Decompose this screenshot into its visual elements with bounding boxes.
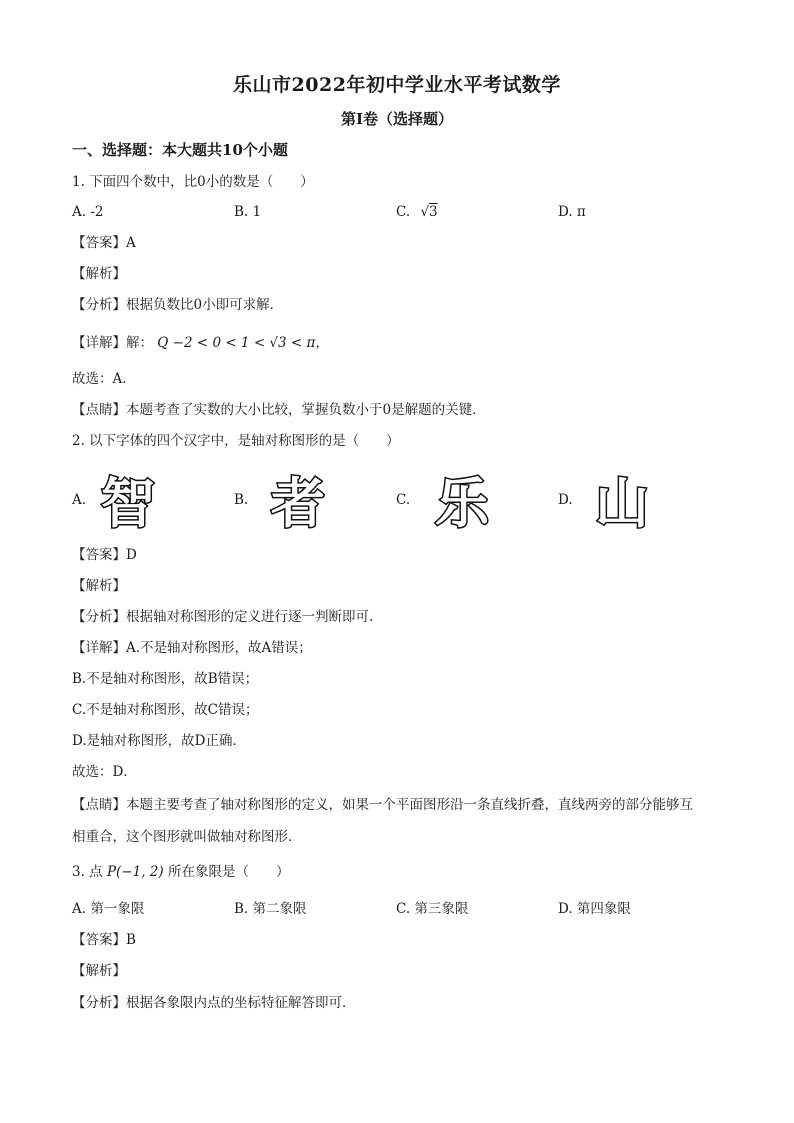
q1-dianjing: 【点睛】本题考查了实数的大小比较，掌握负数小于0是解题的关键． xyxy=(72,402,486,418)
page-subtitle: 第I卷（选择题） xyxy=(340,110,454,128)
q1-xiangjie-prefix: 【详解】解： xyxy=(72,335,153,351)
q3-option-d: D. 第四象限 xyxy=(558,901,631,917)
q1-xiangjie-math: Q −2 < 0 < 1 < √3 < π， xyxy=(157,335,329,351)
q2-line-c: C.不是轴对称图形，故C错误； xyxy=(72,702,259,718)
sqrt3-expression: √3 xyxy=(420,204,438,220)
q2-option-b-char xyxy=(266,468,330,532)
q1-option-b: B. 1 xyxy=(234,204,262,220)
q2-guxuan: 故选：D． xyxy=(72,764,137,780)
q2-option-d-label: D. xyxy=(558,492,573,508)
q2-line-d: D.是轴对称图形，故D正确． xyxy=(72,733,246,749)
q3-stem xyxy=(72,862,289,882)
q1-xiangjie xyxy=(72,333,329,353)
q3-option-c: C. 第三象限 xyxy=(396,901,469,917)
q2-stem: 2. 以下字体的四个汉字中，是轴对称图形的是（ ） xyxy=(72,433,400,449)
q1-option-a: A. -2 xyxy=(72,204,104,220)
q1-guxuan: 故选：A． xyxy=(72,371,136,387)
q3-point: P(−1, 2) xyxy=(106,864,164,880)
q2-jiexi: 【解析】 xyxy=(72,578,126,594)
q2-option-a-label: A. xyxy=(72,492,87,508)
q1-answer: 【答案】A xyxy=(72,235,136,251)
q3-fenxi: 【分析】根据各象限内点的坐标特征解答即可． xyxy=(72,995,356,1011)
q1-option-c-label: C. xyxy=(396,204,411,220)
q2-line-b: B.不是轴对称图形，故B错误； xyxy=(72,671,259,687)
q3-option-a: A. 第一象限 xyxy=(72,901,145,917)
q3-stem-prefix: 3. 点 xyxy=(72,864,103,880)
char-le: 乐 xyxy=(435,472,489,532)
q3-option-b: B. 第二象限 xyxy=(234,901,307,917)
q2-option-a-char xyxy=(96,468,160,532)
char-zhi: 智 xyxy=(101,472,155,532)
q1-jiexi: 【解析】 xyxy=(72,266,126,282)
q3-jiexi: 【解析】 xyxy=(72,963,126,979)
q2-dianjing-2: 相重合，这个图形就叫做轴对称图形． xyxy=(72,829,302,845)
section-heading: 一、选择题：本大题共10个小题 xyxy=(72,141,288,159)
q2-option-c-char xyxy=(430,468,494,532)
page-title: 乐山市2022年初中学业水平考试数学 xyxy=(233,74,561,96)
char-zhe: 者 xyxy=(271,472,325,532)
char-shan: 山 xyxy=(595,472,649,532)
q1-option-d: D. π xyxy=(558,204,586,220)
q2-option-b-label: B. xyxy=(234,492,249,508)
q2-xiangjie: 【详解】A.不是轴对称图形，故A错误； xyxy=(72,640,312,656)
q3-answer: 【答案】B xyxy=(72,932,136,948)
q2-option-d-char xyxy=(590,468,654,532)
q1-stem: 1. 下面四个数中，比0小的数是（ ） xyxy=(72,174,314,190)
q1-option-c xyxy=(396,202,438,222)
q2-option-c-label: C. xyxy=(396,492,411,508)
q3-stem-suffix: 所在象限是（ ） xyxy=(167,864,290,880)
q2-dianjing-1: 【点睛】本题主要考查了轴对称图形的定义，如果一个平面图形沿一条直线折叠，直线两旁的部分能够互 xyxy=(72,797,693,813)
q1-fenxi: 【分析】根据负数比0小即可求解． xyxy=(72,297,284,313)
q2-answer: 【答案】D xyxy=(72,547,137,563)
q2-fenxi: 【分析】根据轴对称图形的定义进行逐一判断即可. xyxy=(72,609,374,625)
